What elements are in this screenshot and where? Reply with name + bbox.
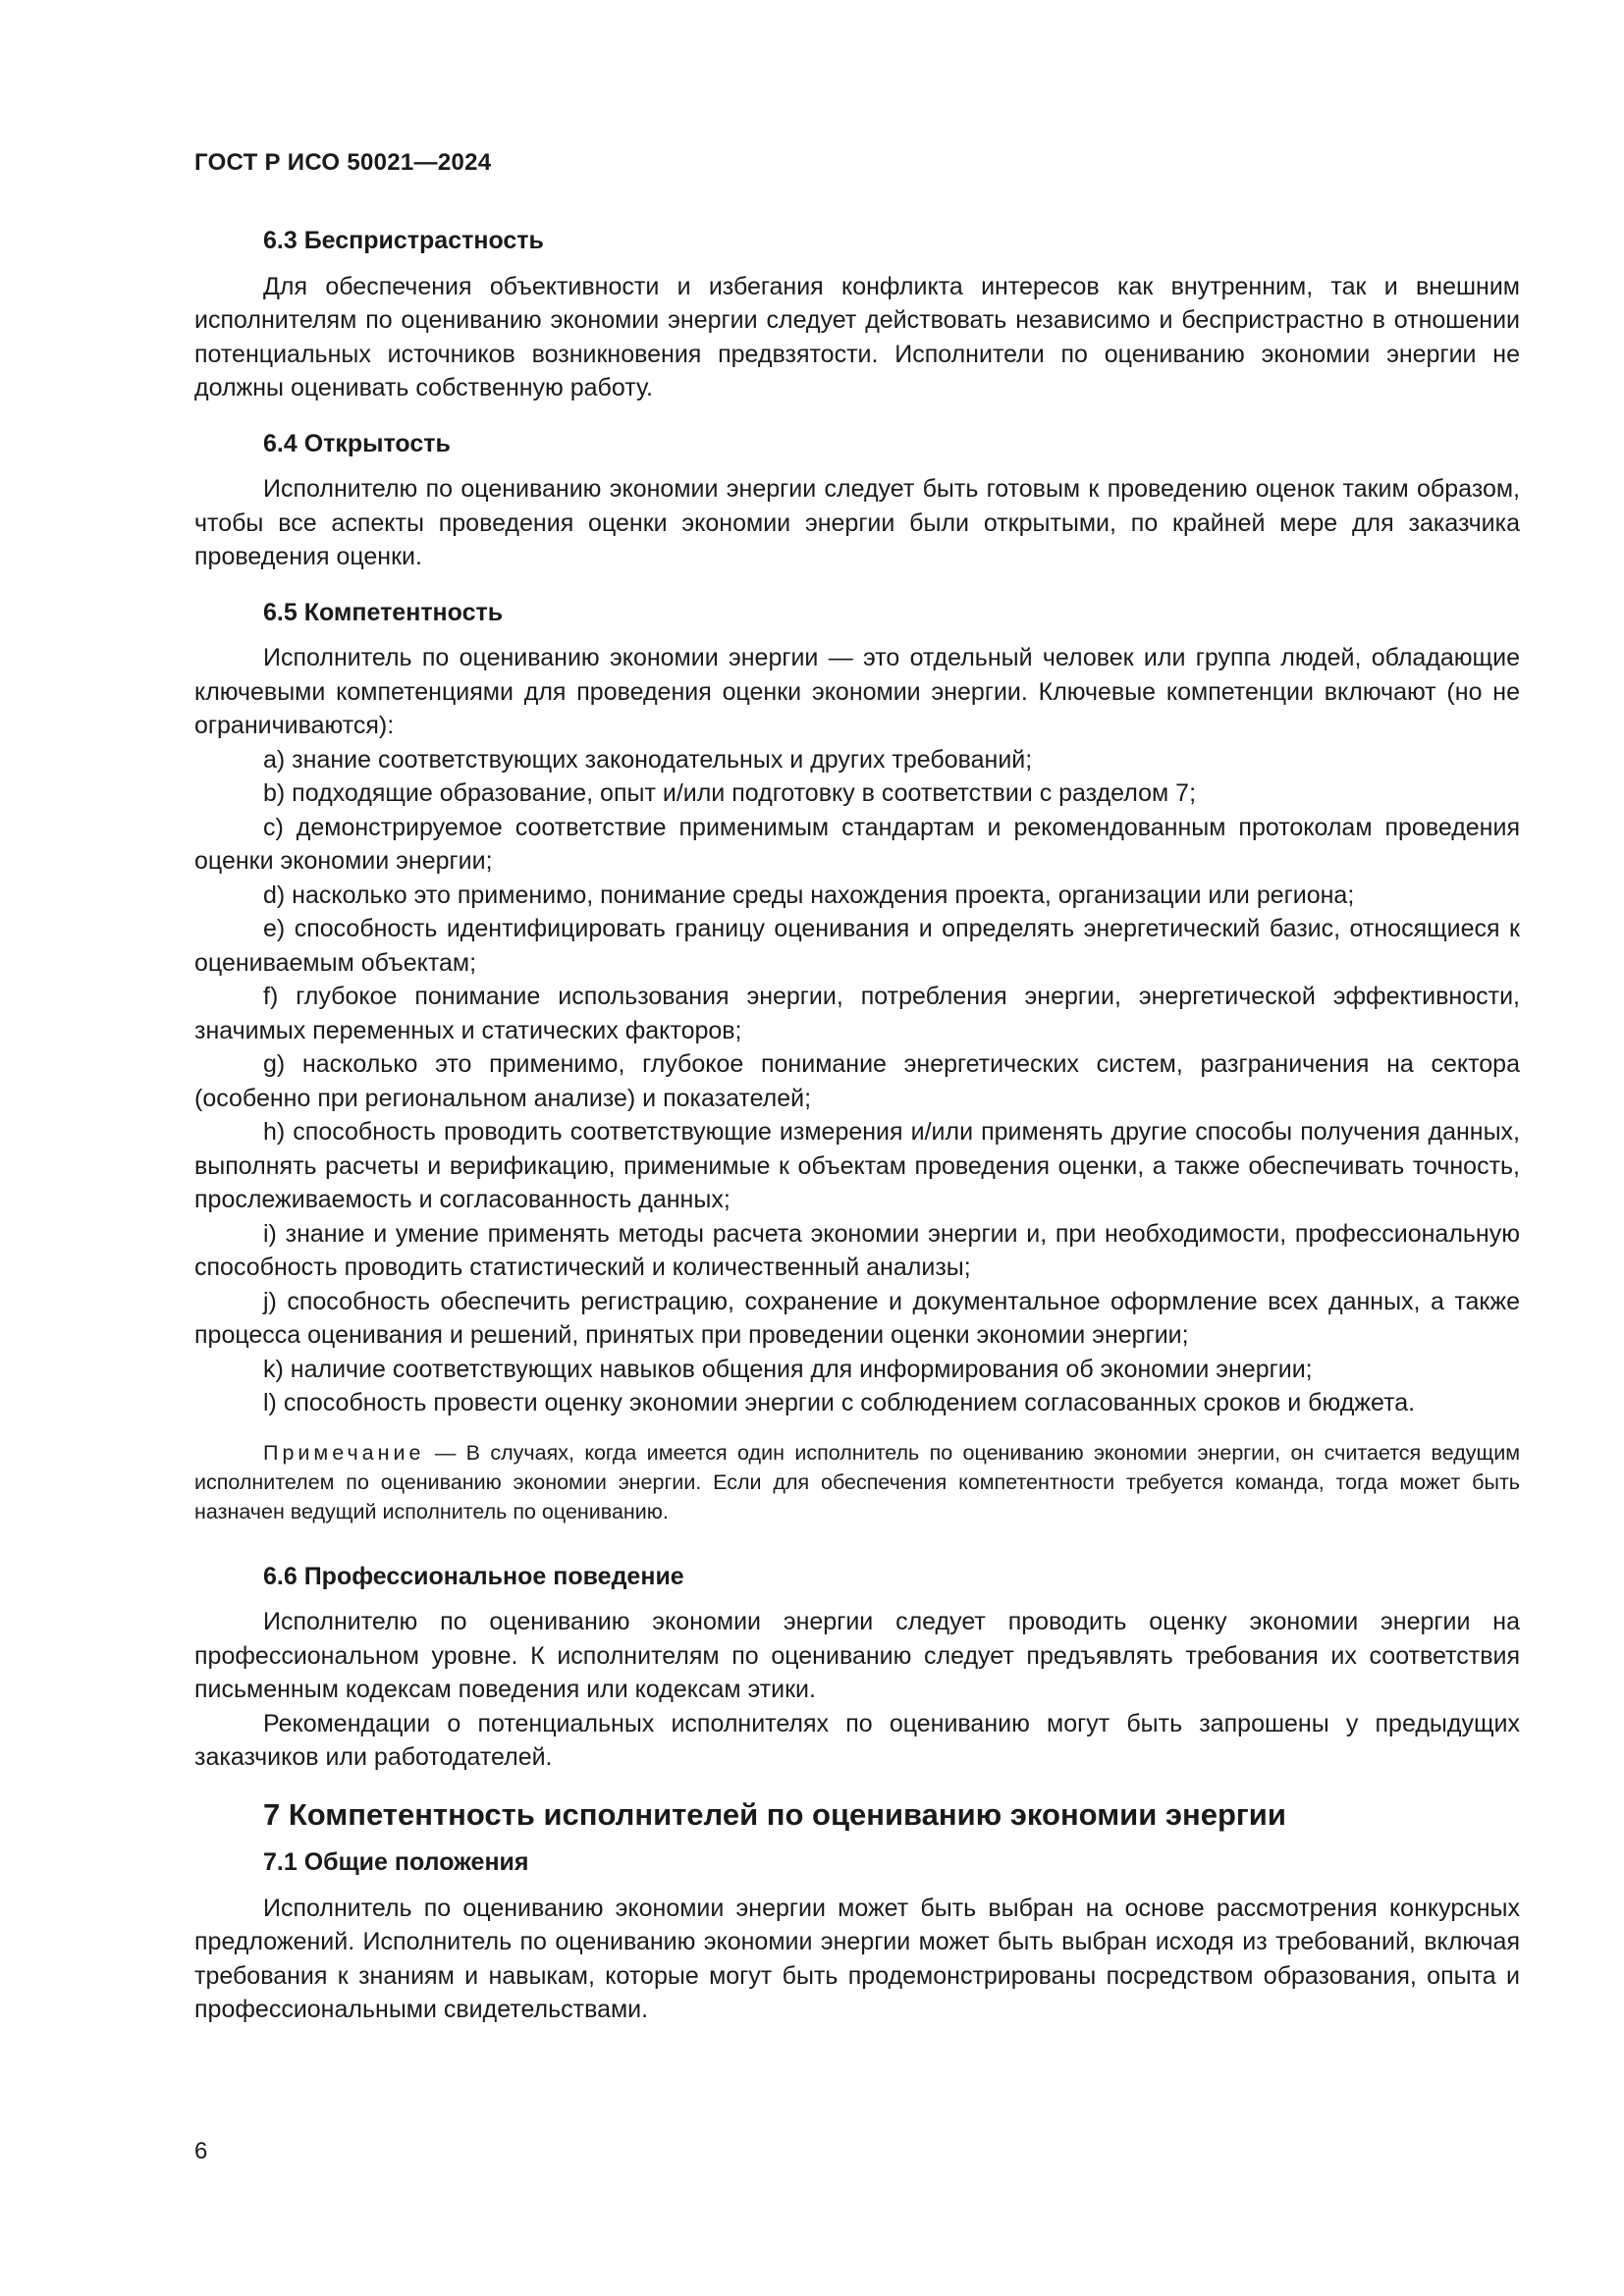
paragraph: Исполнителю по оцениванию экономии энергии следует быть готовым к проведению оценок таким образом, чтобы все аспекты проведения оценки экономии энергии были открытыми, по крайней мере для заказчика проведения оценки. [194, 475, 1520, 570]
section-heading: 6.5 Компетентность [263, 598, 504, 626]
section-6-6 [194, 1560, 1520, 1775]
list-item: l) способность провести оценку экономии энергии с соблюдением согласованных сроков и бюджета. [263, 1389, 1416, 1416]
section-heading: 7.1 Общие положения [263, 1848, 529, 1876]
list-item: c) демонстрируемое соответствие применимым стандартам и рекомендованным протоколам проведения оценки экономии энергии; [194, 813, 1520, 875]
section-heading: 6.3 Беспристрастность [263, 227, 544, 254]
paragraph: Рекомендации о потенциальных исполнителях по оцениванию могут быть запрошены у предыдущих заказчиков или работодателей. [194, 1709, 1520, 1771]
paragraph: Исполнитель по оцениванию экономии энергии может быть выбран на основе рассмотрения конкурсных предложений. Исполнитель по оцениванию экономии энергии может быть выбран исходя из требований, включая требования к знаниям и навыкам, которые могут быть продемонстрированы посредством образования, опыта и профессиональными свидетельствами. [194, 1894, 1520, 2023]
list-item: e) способность идентифицировать границу оценивания и определять энергетический базис, относящиеся к оцениваемым объектам; [194, 915, 1520, 977]
list-item: h) способность проводить соответствующие измерения и/или применять другие способы получения данных, выполнять расчеты и верификацию, применимые к объектам проведения оценки, а также обеспечивать точность, прослеживаемость и согласованность данных; [194, 1118, 1520, 1213]
document-id-header: ГОСТ Р ИСО 50021—2024 [194, 149, 492, 176]
list-item: f) глубокое понимание использования энергии, потребления энергии, энергетической эффективности, значимых переменных и статических факторов; [194, 983, 1520, 1044]
document-body [194, 224, 1520, 2027]
note-label: Примечание [263, 1440, 425, 1465]
section-6-3 [194, 224, 1520, 405]
list-item: i) знание и умение применять методы расчета экономии энергии и, при необходимости, профессиональную способность проводить статистический и количественный анализы; [194, 1219, 1520, 1281]
list-item: j) способность обеспечить регистрацию, сохранение и документальное оформление всех данных, а также процесса оценивания и решений, принятых при проведении оценки экономии энергии; [194, 1287, 1520, 1349]
chapter-heading: 7 Компетентность исполнителей по оцениванию экономии энергии [263, 1796, 1286, 1832]
list-item: g) насколько это применимо, глубокое понимание энергетических систем, разграничения на сектора (особенно при региональном анализе) и показателей; [194, 1050, 1520, 1112]
section-6-4 [194, 427, 1520, 574]
list-item: d) насколько это применимо, понимание среды нахождения проекта, организации или региона; [263, 881, 1355, 909]
section-7-1 [194, 1845, 1520, 2027]
list-item: b) подходящие образование, опыт и/или подготовку в соответствии с разделом 7; [263, 779, 1197, 807]
paragraph: Исполнитель по оцениванию экономии энергии — это отдельный человек или группа людей, обладающие ключевыми компетенциями для проведения оценки экономии энергии. Ключевые компетенции включают (но не ограничиваются): [194, 644, 1520, 739]
list-item: k) наличие соответствующих навыков общения для информирования об экономии энергии; [263, 1355, 1313, 1383]
section-6-5 [194, 596, 1520, 1526]
note [194, 1438, 1520, 1526]
section-heading: 6.4 Открытость [263, 429, 451, 457]
section-heading: 6.6 Профессиональное поведение [263, 1562, 684, 1590]
list-item: a) знание соответствующих законодательных и других требований; [263, 745, 1033, 774]
paragraph: Для обеспечения объективности и избегания конфликта интересов как внутренним, так и внешним исполнителям по оцениванию экономии энергии следует действовать независимо и беспристрастно в отношении потенциальных источников возникновения предвзятости. Исполнители по оцениванию экономии энергии не должны оценивать собственную работу. [194, 272, 1520, 401]
paragraph: Исполнителю по оцениванию экономии энергии следует проводить оценку экономии энергии на профессиональном уровне. К исполнителям по оцениванию следует предъявлять требования их соответствия письменным кодексам поведения или кодексам этики. [194, 1608, 1520, 1703]
note-text: — В случаях, когда имеется один исполнитель по оцениванию экономии энергии, он считается ведущим исполнителем по оцениванию экономии энергии. Если для обеспечения компетентности требуется команда, тогда может быть назначен ведущий исполнитель по оцениванию. [194, 1440, 1520, 1523]
page-number: 6 [194, 2138, 208, 2164]
